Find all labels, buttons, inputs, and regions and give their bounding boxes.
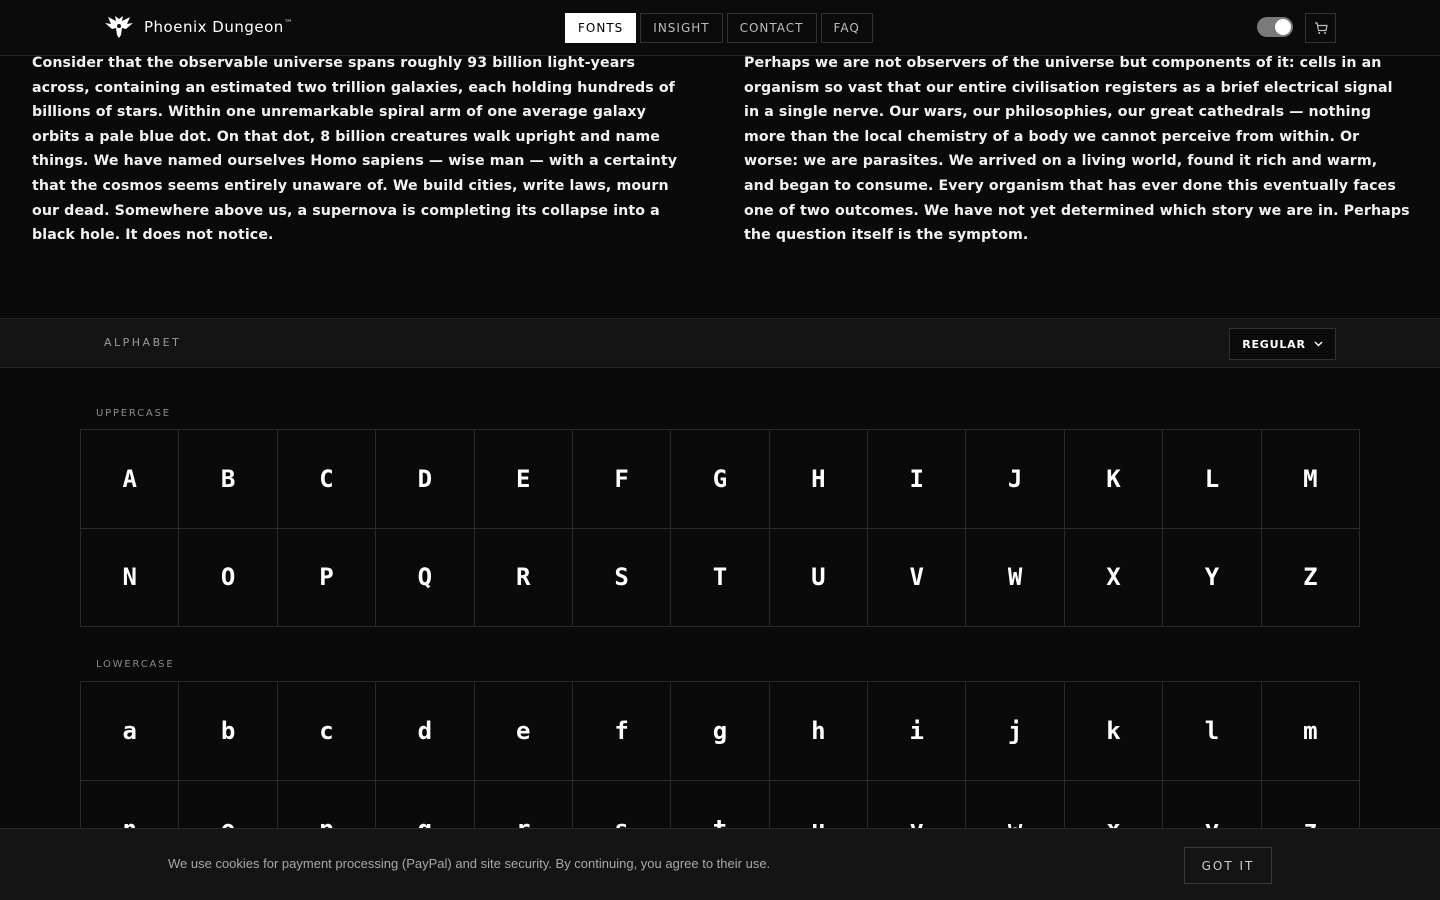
lowercase-glyph-cell[interactable]: i (868, 682, 966, 781)
nav-tab-faq[interactable]: FAQ (821, 13, 873, 43)
lowercase-glyph-cell[interactable]: h (770, 682, 868, 781)
uppercase-glyph-cell[interactable]: V (868, 529, 966, 628)
uppercase-glyph-cell[interactable]: M (1262, 430, 1360, 529)
lowercase-glyph-cell[interactable]: j (966, 682, 1064, 781)
nav-tab-insight[interactable]: INSIGHT (640, 13, 722, 43)
uppercase-glyph-cell[interactable]: T (671, 529, 769, 628)
uppercase-glyph-cell[interactable]: C (278, 430, 376, 529)
brand[interactable] (104, 15, 293, 39)
lowercase-glyph-cell[interactable]: b (179, 682, 277, 781)
uppercase-glyph-cell[interactable]: K (1065, 430, 1163, 529)
uppercase-glyph-cell[interactable]: E (475, 430, 573, 529)
uppercase-glyph-cell[interactable]: L (1163, 430, 1261, 529)
uppercase-glyph-cell[interactable]: Y (1163, 529, 1261, 628)
lowercase-label: LOWERCASE (96, 659, 175, 670)
trademark-mark: ™ (283, 19, 294, 29)
phoenix-logo-icon (104, 15, 134, 39)
cookie-message: We use cookies for payment processing (PayPal) and site security. By continuing, you agree to their use. (168, 856, 771, 871)
specimen-text-section (0, 56, 1440, 318)
theme-toggle[interactable] (1257, 17, 1293, 37)
font-style-value: REGULAR (1242, 337, 1306, 351)
specimen-paragraph-left: Consider that the observable universe spans roughly 93 billion light-years across, containing an estimated two trillion galaxies, each holding hundreds of billions of stars. Within one unremarkable spiral arm of one average galaxy orbits a pale blue dot. On that dot, 8 billion creatures walk upright and name things. We have named ourselves Homo sapiens — wise man — with a certainty that the cosmos seems entirely unaware of. We build cities, write laws, mourn our dead. Somewhere above us, a supernova is completing its collapse into a black hole. It does not notice. (32, 55, 678, 244)
uppercase-glyph-cell[interactable]: U (770, 529, 868, 628)
uppercase-glyph-cell[interactable]: X (1065, 529, 1163, 628)
lowercase-glyph-cell[interactable]: m (1262, 682, 1360, 781)
uppercase-glyph-cell[interactable]: I (868, 430, 966, 529)
alphabet-label: ALPHABET (104, 336, 182, 349)
lowercase-glyph-cell[interactable]: d (376, 682, 474, 781)
lowercase-glyph-cell[interactable]: a (81, 682, 179, 781)
specimen-paragraph-right: Perhaps we are not observers of the universe but components of it: cells in an organism so vast that our entire civilisation registers as a brief electrical signal in a single nerve. Our wars, our philosophies, our great cathedrals — nothing more than the local chemistry of a body we cannot perceive from within. Or worse: we are parasites. We arrived on a living world, found it rich and warm, and began to consume. Every organism that has ever done this eventually faces one of two outcomes. We have not yet determined which story we are in. Perhaps the question itself is the symptom. (744, 55, 1410, 244)
uppercase-glyph-cell[interactable]: N (81, 529, 179, 628)
uppercase-glyph-cell[interactable]: O (179, 529, 277, 628)
font-style-select[interactable] (1229, 328, 1336, 360)
uppercase-glyph-cell[interactable]: P (278, 529, 376, 628)
uppercase-glyph-cell[interactable]: B (179, 430, 277, 529)
lowercase-glyph-cell[interactable]: c (278, 682, 376, 781)
uppercase-glyph-grid (80, 429, 1360, 627)
uppercase-glyph-cell[interactable]: G (671, 430, 769, 529)
lowercase-glyph-cell[interactable]: k (1065, 682, 1163, 781)
lowercase-glyph-cell[interactable]: g (671, 682, 769, 781)
nav-tab-fonts[interactable]: FONTS (565, 13, 636, 43)
top-bar (0, 0, 1440, 56)
uppercase-glyph-cell[interactable]: Z (1262, 529, 1360, 628)
cart-icon (1314, 22, 1328, 35)
chevron-down-icon (1314, 341, 1323, 347)
uppercase-glyph-cell[interactable]: W (966, 529, 1064, 628)
uppercase-glyph-cell[interactable]: H (770, 430, 868, 529)
toggle-knob (1275, 19, 1291, 35)
uppercase-glyph-cell[interactable]: A (81, 430, 179, 529)
uppercase-glyph-cell[interactable]: S (573, 529, 671, 628)
cart-button[interactable] (1305, 13, 1336, 43)
uppercase-glyph-cell[interactable]: R (475, 529, 573, 628)
nav-tab-contact[interactable]: CONTACT (727, 13, 817, 43)
uppercase-glyph-cell[interactable]: Q (376, 529, 474, 628)
lowercase-glyph-cell[interactable]: f (573, 682, 671, 781)
uppercase-label: UPPERCASE (96, 408, 171, 419)
lowercase-glyph-cell[interactable]: e (475, 682, 573, 781)
uppercase-glyph-cell[interactable]: F (573, 430, 671, 529)
lowercase-glyph-cell[interactable]: l (1163, 682, 1261, 781)
alphabet-bar (0, 318, 1440, 368)
cookie-accept-button[interactable]: GOT IT (1184, 847, 1272, 884)
cookie-banner (0, 828, 1440, 900)
uppercase-glyph-cell[interactable]: J (966, 430, 1064, 529)
uppercase-glyph-cell[interactable]: D (376, 430, 474, 529)
main-nav (565, 13, 873, 43)
brand-name: Phoenix Dungeon™ (144, 18, 294, 36)
